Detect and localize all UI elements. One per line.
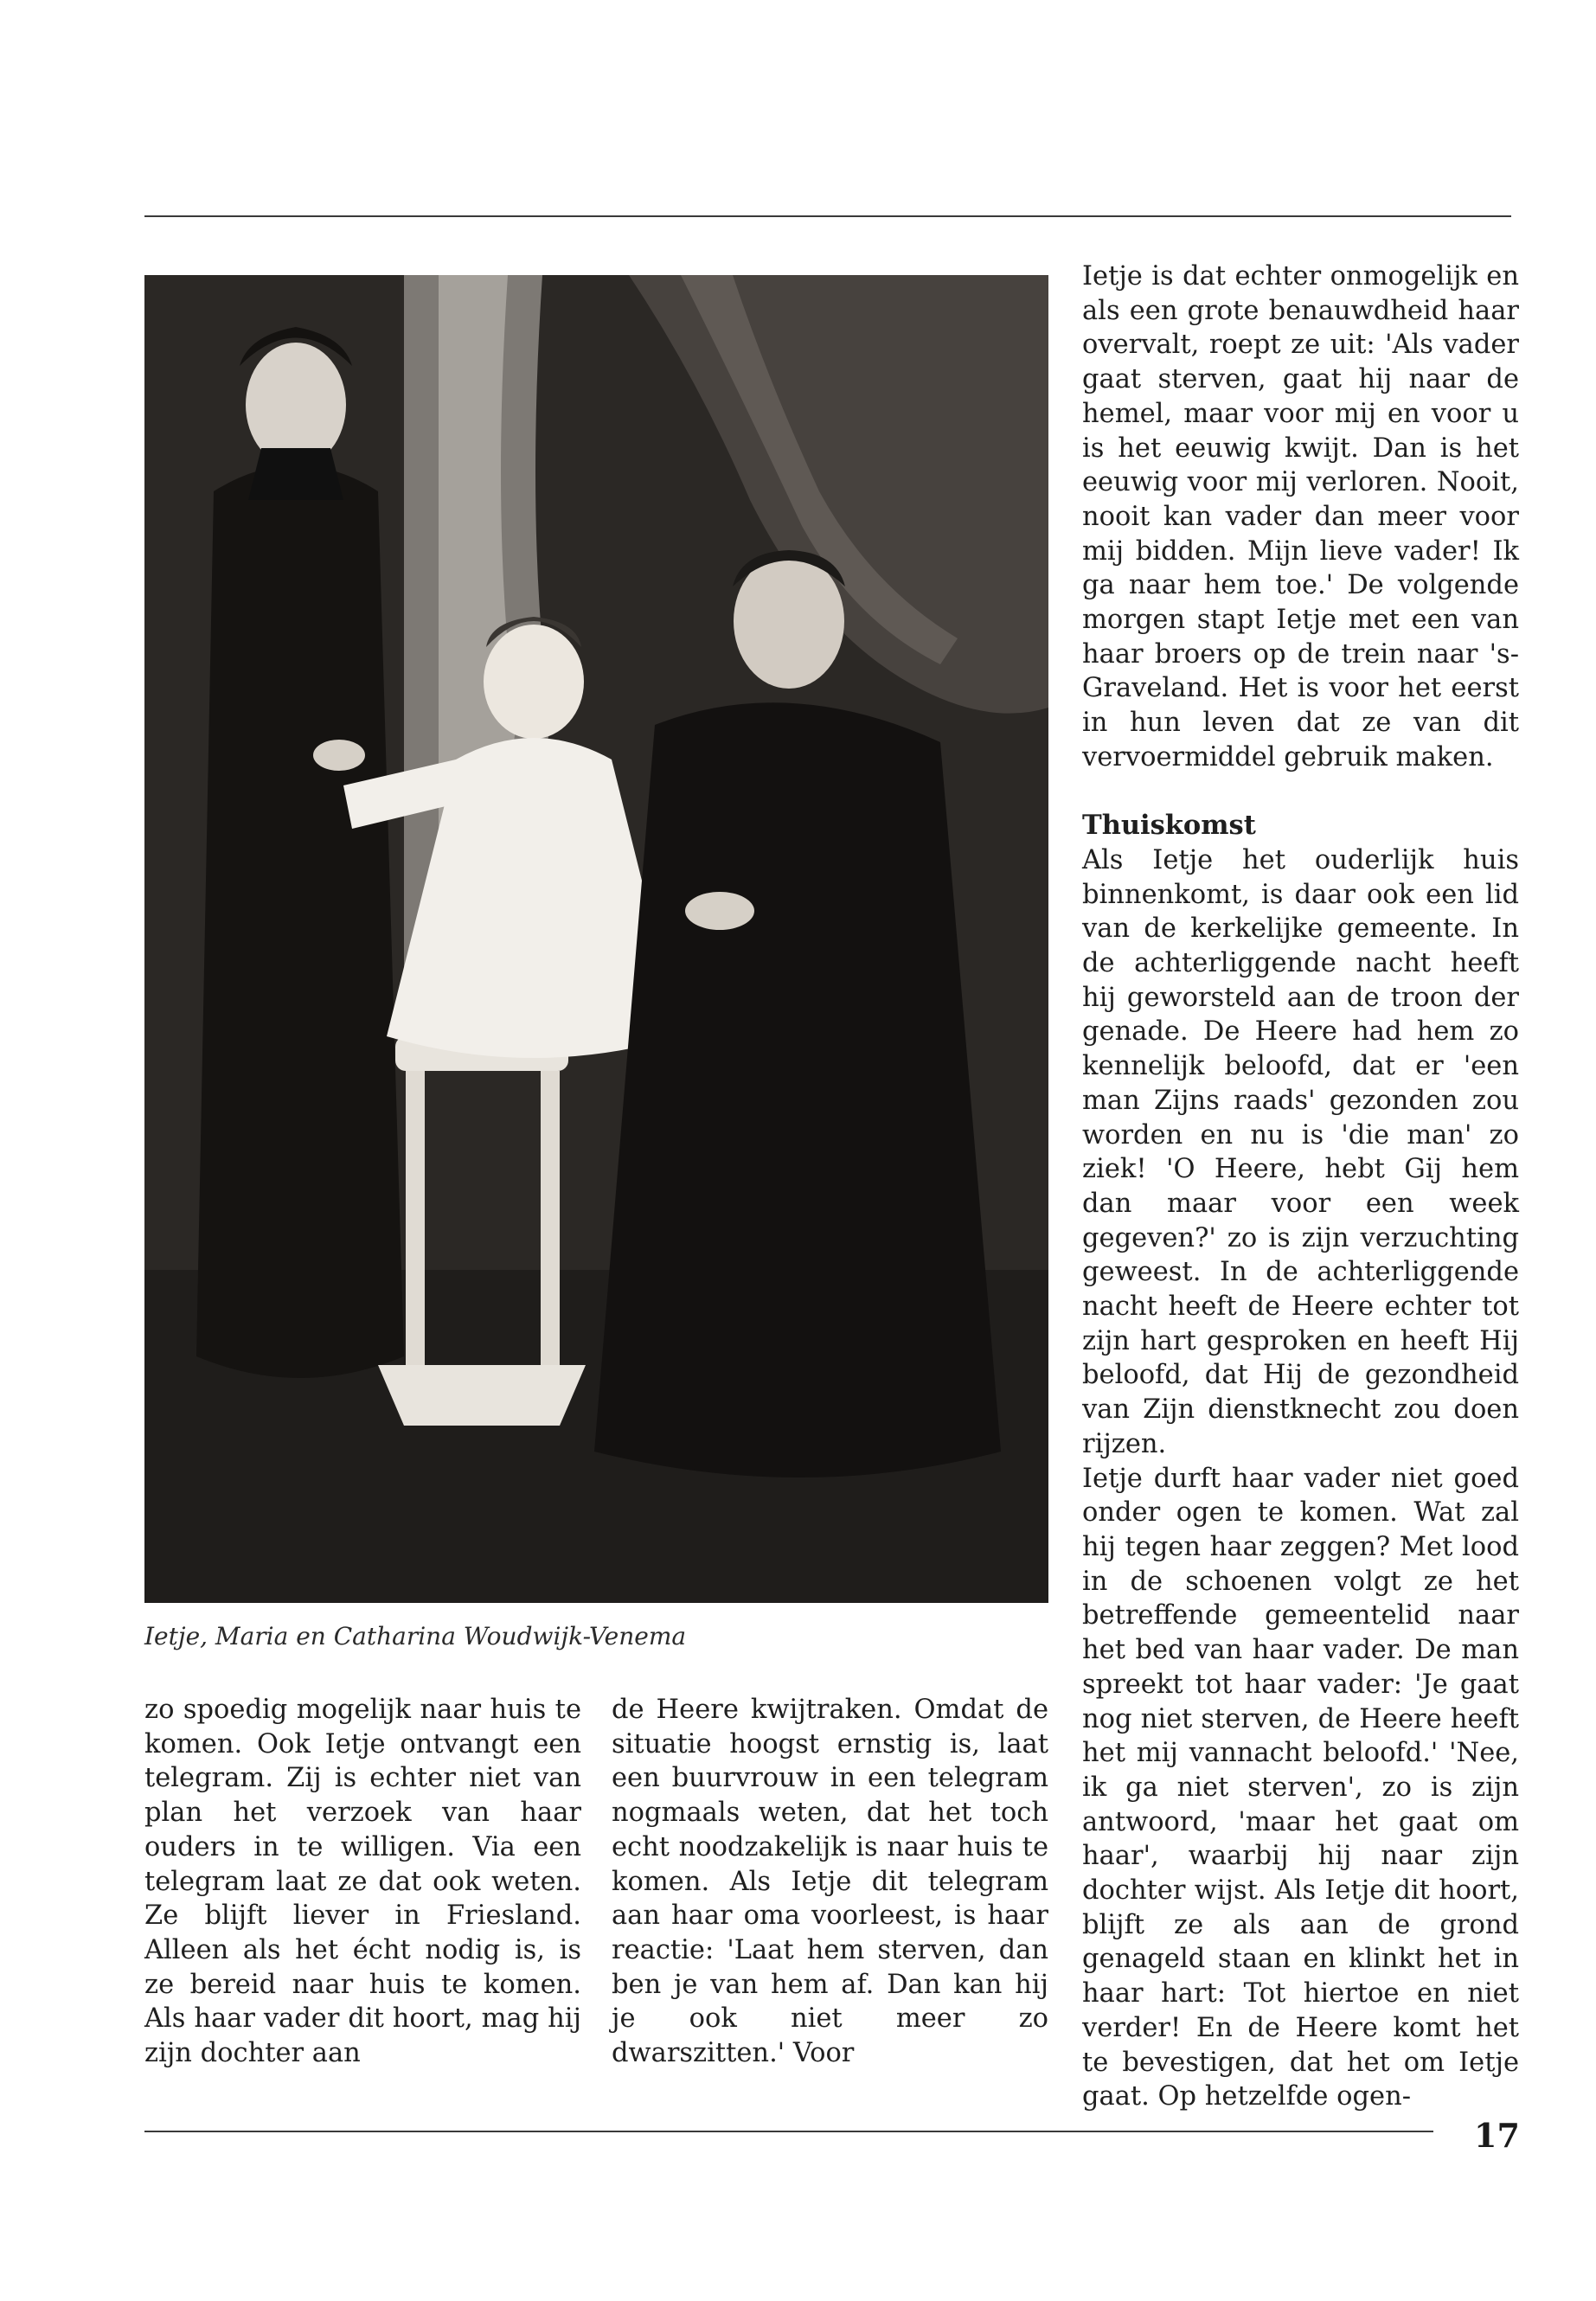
portrait-graphic [144,275,1048,1603]
text-column-right [1082,260,1519,2114]
top-rule [144,215,1511,217]
paragraph: Ietje is dat echter onmogelijk en als een grote benauwdheid haar overvalt, roept ze uit: 'Als vader gaat sterven, gaat hij naar de hemel, maar voor mij en voor u is het eeuwig kwijt. Dan is het eeuwig voor mij verloren. Nooit, nooit kan vader dan meer voor mij bidden. Mijn lieve vader! Ik ga naar hem toe.' De volgende morgen stapt Ietje met een van haar broers op de trein naar 's-Graveland. Het is voor het eerst in hun leven dat ze van dit vervoermiddel gebruik maken. [1082,261,1519,772]
family-portrait-photo [144,275,1048,1603]
paragraph: Als Ietje het ouderlijk huis binnenkomt, is daar ook een lid van de kerkelijke gemeente. In de achterliggende nacht heeft hij geworsteld aan de troon der genade. De Heere had hem zo kennelijk beloofd, dat er 'een man Zijns raads' gezonden zou worden en nu is 'die man' zo ziek! 'O Heere, hebt Gij hem dan maar voor een week gegeven?' zo is zijn verzuchting geweest. In de achterliggende nacht heeft de Heere echter tot zijn hart gesproken en heeft Hij beloofd, dat Hij de gezondheid van Zijn dienstknecht zou doen rijzen. [1082,844,1519,1459]
photo-caption: Ietje, Maria en Catharina Woudwijk-Venema [144,1622,687,1650]
page-number: 17 [1474,2116,1520,2155]
section-heading: Thuiskomst [1082,810,1256,842]
text-column-middle [612,1693,1048,2071]
paragraph: zo spoedig mogelijk naar huis te komen. Ook Ietje ontvangt een telegram. Zij is echter niet van plan het verzoek van haar ouders in te willigen. Via een telegram laat ze dat ook weten. Ze blijft liever in Friesland. Alleen als het écht nodig is, is ze bereid naar huis te komen. Als haar vader dit hoort, mag hij zijn dochter aan [144,1695,581,2069]
paragraph: Ietje durft haar vader niet goed onder ogen te komen. Wat zal hij tegen haar zeggen? Met lood in de schoenen volgt ze het betreffende gemeentelid naar het bed van haar vader. De man spreekt tot haar vader: 'Je gaat nog niet sterven, de Heere heeft het mij vannacht beloofd.' 'Nee, ik ga niet sterven', zo is zijn antwoord, 'maar het gaat om haar', waarbij hij naar zijn dochter wijst. Als Ietje dit hoort, blijft ze als aan de grond genageld staan en klinkt het in haar hart: Tot hiertoe en niet verder! En de Heere komt het te bevestigen, dat het om Ietje gaat. Op hetzelfde ogen- [1082,1463,1519,2112]
text-column-left [144,1693,581,2071]
paragraph: de Heere kwijtraken. Omdat de situatie hoogst ernstig is, laat een buurvrouw in een telegram nogmaals weten, dat het toch echt noodzakelijk is naar huis te komen. Als Ietje dit telegram aan haar oma voorleest, is haar reactie: 'Laat hem sterven, dan ben je van hem af. Dan kan hij je ook niet meer zo dwarszitten.' Voor [612,1695,1048,2069]
bottom-rule [144,2131,1433,2132]
